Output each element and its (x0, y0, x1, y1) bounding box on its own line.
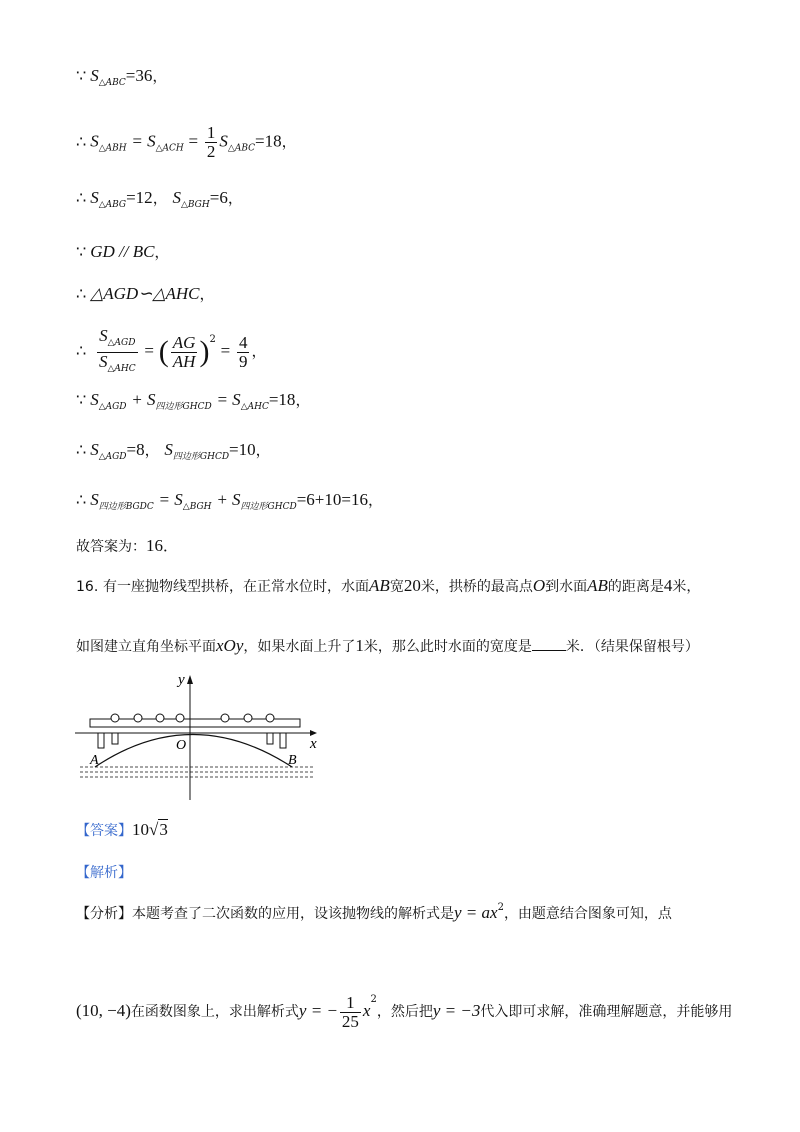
fenxi-line-2: (10, −4)在函数图象上，求出解析式y = − $\frac{1}{25}$ $x^2$，然后把y = −3代入即可求解，准确理解题意，并能够用 (76, 992, 733, 1031)
previous-answer: 故答案为：16． (76, 536, 179, 555)
problem-16-line-1: 16. 有一座抛物线型拱桥，在正常水位时，水面AB宽20米，拱桥的最高点O到水面AB的距离是4米， (76, 576, 701, 595)
solution-line-1: ∵ $S_{\triangle ABC}=36$， (76, 66, 168, 88)
bridge-figure (70, 670, 330, 800)
label-o: O (176, 738, 187, 753)
solution-line-6: ∴ $\frac{S_{\triangle AGD}}{S_{\triangle AHC}}$ = ( $\frac{AG}{AH}$ )$^2$ = $\frac{4}{9}$ ， (76, 318, 267, 378)
label-b: B (288, 753, 297, 768)
analysis-line (76, 862, 132, 883)
solution-line-8: ∴ $S_{\triangle AGD}=8$， $S_{四边形GHCD}=10$， (76, 440, 271, 462)
area-ratio-fraction: $\frac{S_{\triangle AGD}}{S_{\triangle AHC}}$ (98, 325, 136, 374)
solution-line-3: ∴ $S_{\triangle ABG}=12$， $S_{\triangle BGH}=6$， (76, 188, 243, 210)
label-x: x (310, 736, 317, 752)
answer-blank (532, 650, 566, 651)
label-y: y (178, 672, 185, 688)
answer-line: 【答案】10√3 (76, 820, 168, 839)
four-ninths-fraction: $\frac{4}{9}$ (238, 332, 248, 371)
parabola-arch (95, 735, 292, 768)
solution-line-7: ∵ $S_{\triangle AGD} + S_{四边形GHCD} = S_{\triangle AHC}=18$， (76, 390, 311, 412)
answer-tag: 【答案】 (76, 823, 132, 839)
one-twentyfifth-fraction: $\frac{1}{25}$ (341, 992, 359, 1031)
side-ratio-fraction: $\frac{AG}{AH}$ (172, 332, 196, 371)
solution-line-9: ∴ $S_{四边形BGDC} = S_{\triangle BGH} + S_{四边形GHCD}=6+10=16$， (76, 490, 383, 512)
fenxi-line-1: 【分析】本题考查了二次函数的应用，设该抛物线的解析式是$y = ax^2$，由题意结合图象可知，点 (76, 902, 672, 922)
label-a: A (90, 753, 99, 768)
water-lines (80, 767, 315, 777)
solution-line-4: ∵ GD // BC， (76, 242, 170, 261)
solution-line-5: ∴ △AGD∽△AHC， (76, 284, 215, 303)
deck-rail-circles (111, 714, 274, 722)
problem-16-line-2: 如图建立直角坐标平面xOy，如果水面上升了1米，那么此时水面的宽度是 米．（结果保留根号） (76, 636, 699, 655)
analysis-tag: 【解析】 (76, 865, 132, 881)
fraction-one-half: $\frac{1}{2}$ (206, 123, 216, 161)
solution-line-2: ∴ $S_{\triangle ABH} = S_{\triangle ACH}$ = $\frac{1}{2}$ $S_{\triangle ABC}=18$， (76, 123, 297, 161)
bridge-piers (98, 733, 286, 748)
